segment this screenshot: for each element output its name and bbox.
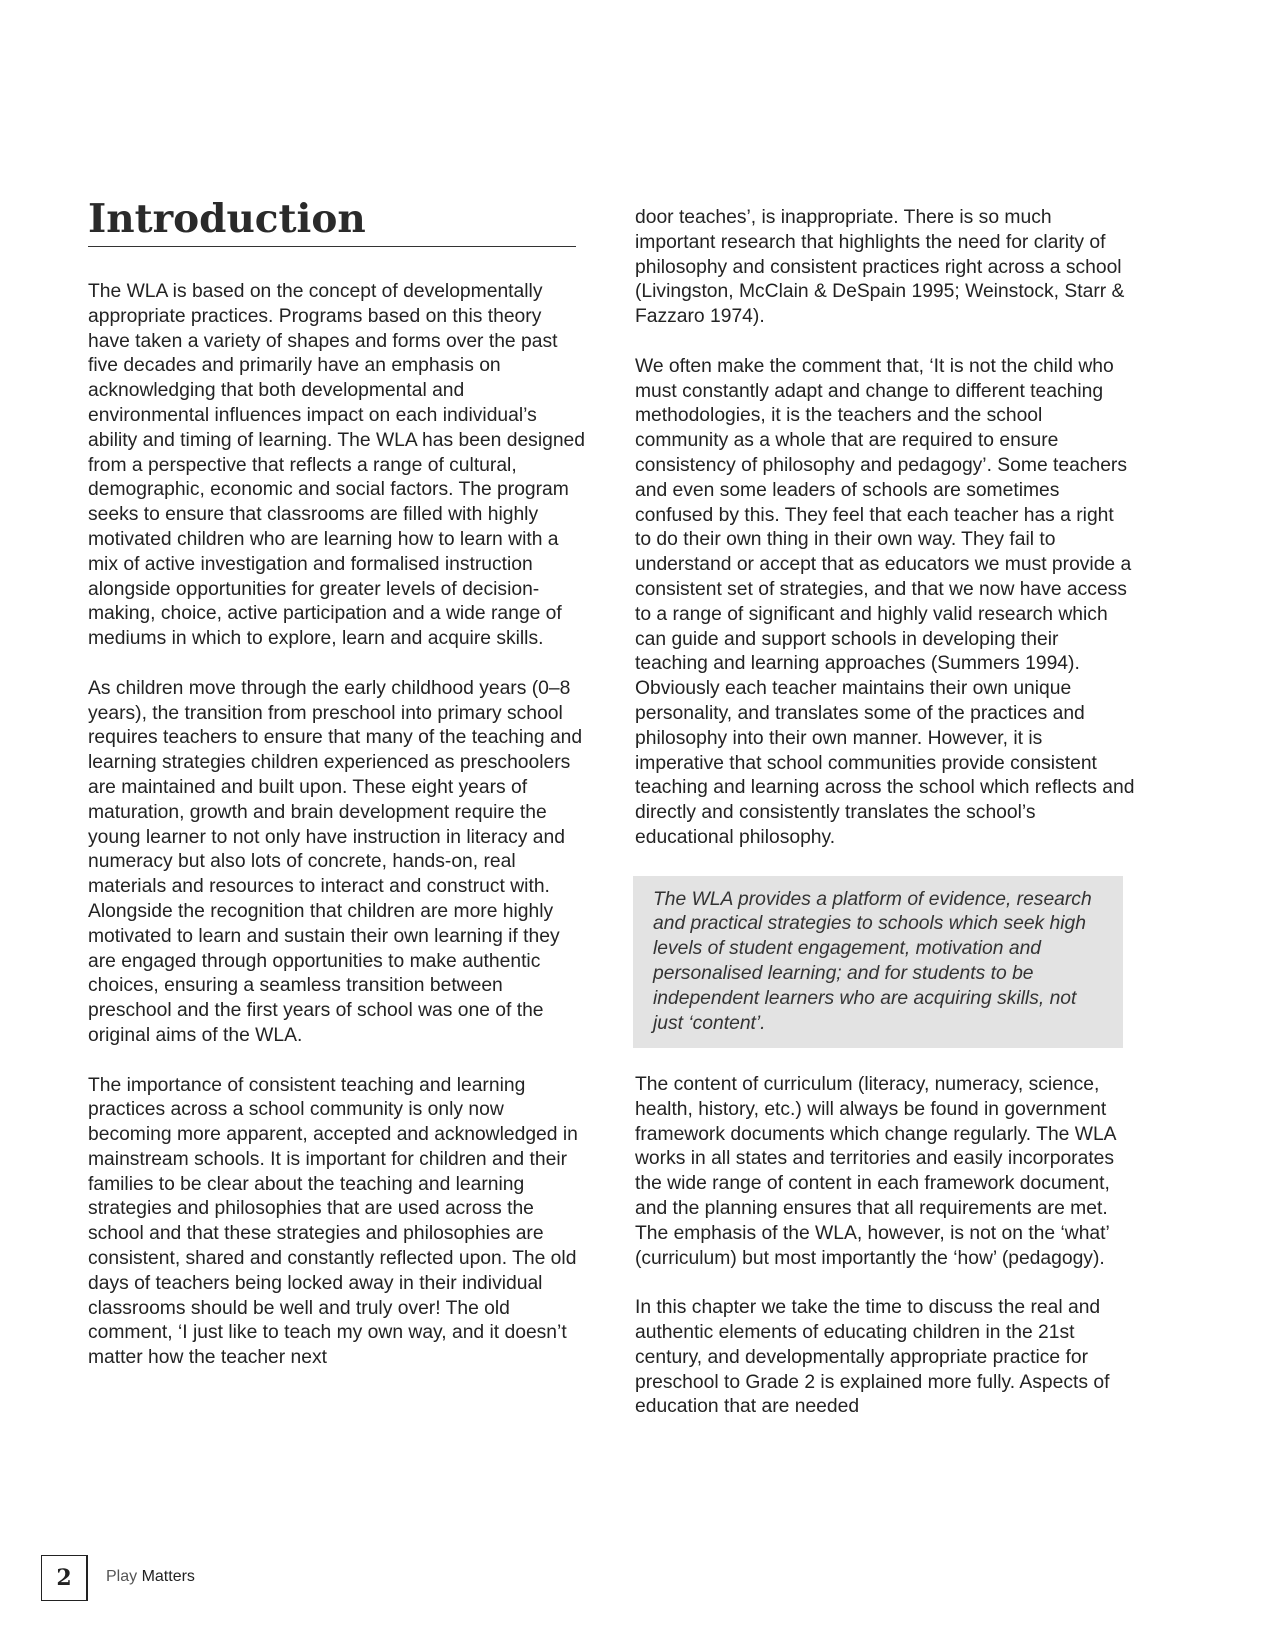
body-paragraph: The content of curriculum (literacy, numeracy, science, health, history, etc.) will always be found in government framework documents which change regularly. The WLA works in all states and territories and easily incorporates the wide range of content in each framework document, and the planning ensures that all requirements are met. The emphasis of the WLA, however, is not on the ‘what’ (curriculum) but most importantly the ‘how’ (pedagogy). (635, 1074, 1116, 1269)
running-footer (106, 1567, 195, 1587)
body-paragraph: The WLA is based on the concept of developmentally appropriate practices. Programs based on this theory have taken a variety of shapes and forms over the past five decades and primarily have an emphasis on acknowledging that both developmental and environmental influences impact on each individual’s ability and timing of learning. The WLA has been designed from a perspective that reflects a range of cultural, demographic, economic and social factors. The program seeks to ensure that classrooms are filled with highly motivated children who are learning how to learn with a mix of active investigation and formalised instruction alongside opportunities for greater levels of decision-making, choice, active participation and a wide range of mediums in which to explore, learn and acquire skills. (88, 281, 585, 650)
page-number: 2 (41, 1555, 87, 1601)
footer-divider (87, 1555, 88, 1601)
body-paragraph: We often make the comment that, ‘It is not the child who must constantly adapt and change to different teaching methodologies, it is the teachers and the school community as a whole that are required to ensure consistency of philosophy and pedagogy’. Some teachers and even some leaders of schools are sometimes confused by this. They feel that each teacher has a right to do their own thing in their own way. They fail to understand or accept that as educators we must provide a consistent set of strategies, and that we now have access to a range of significant and highly valid research which can guide and support schools in developing their teaching and learning approaches (Summers 1994). Obviously each teacher maintains their own unique personality, and translates some of the practices and philosophy into their own manner. However, it is imperative that school communities provide consistent teaching and learning across the school which reflects and directly and consistently translates the school’s educational philosophy. (635, 355, 1135, 848)
body-paragraph: In this chapter we take the time to discuss the real and authentic elements of educating children in the 21st century, and developmentally appropriate practice for preschool to Grade 2 is explained more fully. Aspects of education that are needed (635, 1297, 1110, 1418)
body-paragraph: The importance of consistent teaching and learning practices across a school community is only now becoming more apparent, accepted and acknowledged in mainstream schools. It is important for children and their families to be clear about the teaching and learning strategies and philosophies that are used across the school and that these strategies and philosophies are consistent, shared and constantly reflected upon. The old days of teachers being locked away in their individual classrooms should be well and truly over! The old comment, ‘I just like to teach my own way, and it doesn’t matter how the teacher next (88, 1074, 578, 1369)
book-title-part1: Play (106, 1568, 138, 1585)
book-title-part2: Matters (141, 1568, 195, 1585)
pull-quote-text: The WLA provides a platform of evidence, research and practical strategies to schools which seek high levels of student engagement, motivation and personalised learning; and for students to be independent learners who are acquiring skills, not just ‘content’. (653, 888, 1092, 1034)
right-column (635, 206, 1135, 1445)
body-paragraph: door teaches’, is inappropriate. There is so much important research that highlights the need for clarity of philosophy and consistent practices right across a school (Livingston, McClain & DeSpain 1995; Weinstock, Starr & Fazzaro 1974). (635, 207, 1125, 328)
left-column (88, 280, 588, 1396)
page-title: Introduction (88, 196, 576, 247)
body-paragraph: As children move through the early childhood years (0–8 years), the transition from preschool into primary school requires teachers to ensure that many of the teaching and learning strategies children experienced as preschoolers are maintained and built upon. These eight years of maturation, growth and brain development require the young learner to not only have instruction in literacy and numeracy but also lots of concrete, hands-on, real materials and resources to interact and construct with. Alongside the recognition that children are more highly motivated to learn and sustain their own learning if they are engaged through opportunities to make authentic choices, ensuring a seamless transition between preschool and the first years of school was one of the original aims of the WLA. (88, 677, 583, 1046)
pull-quote-box (633, 876, 1123, 1049)
